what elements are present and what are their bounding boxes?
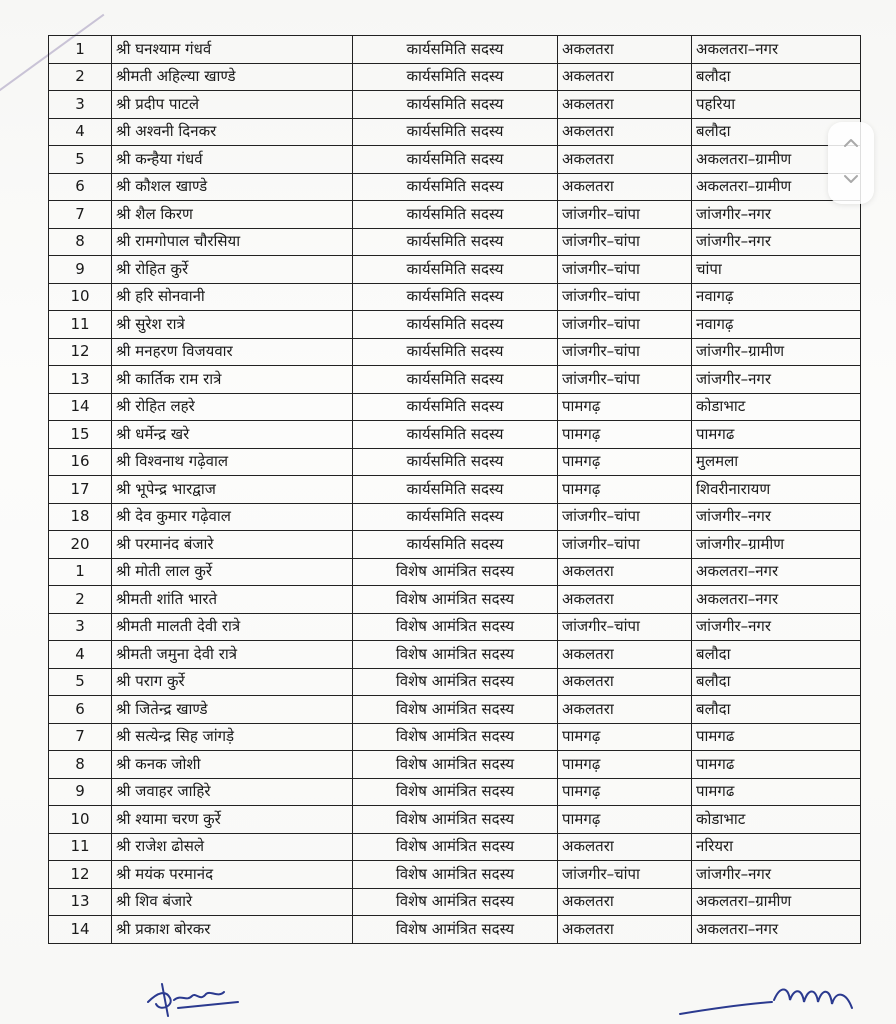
block-cell: पामगढ़ — [558, 751, 692, 779]
area-cell: कोडाभाट — [692, 806, 861, 834]
post-cell: कार्यसमिति सदस्य — [353, 338, 558, 366]
handwritten-signature-left — [138, 972, 248, 1022]
serial-number-cell: 14 — [49, 916, 112, 944]
post-cell: कार्यसमिति सदस्य — [353, 36, 558, 64]
member-name-cell: श्री रोहित कुर्रे — [112, 256, 353, 284]
table-row — [49, 613, 861, 641]
post-cell: कार्यसमिति सदस्य — [353, 118, 558, 146]
page-scroll-control — [828, 122, 874, 204]
serial-number-cell: 6 — [49, 696, 112, 724]
block-cell: पामगढ़ — [558, 778, 692, 806]
table-row — [49, 833, 861, 861]
post-cell: विशेष आमंत्रित सदस्य — [353, 668, 558, 696]
post-cell: कार्यसमिति सदस्य — [353, 366, 558, 394]
member-table-body — [49, 36, 861, 944]
block-cell: पामगढ़ — [558, 393, 692, 421]
block-cell: अकलतरा — [558, 173, 692, 201]
post-cell: विशेष आमंत्रित सदस्य — [353, 696, 558, 724]
post-cell: विशेष आमंत्रित सदस्य — [353, 751, 558, 779]
serial-number-cell: 12 — [49, 338, 112, 366]
member-name-cell: श्री अश्वनी दिनकर — [112, 118, 353, 146]
block-cell: जांजगीर–चांपा — [558, 503, 692, 531]
block-cell: अकलतरा — [558, 586, 692, 614]
table-row — [49, 283, 861, 311]
post-cell: कार्यसमिति सदस्य — [353, 173, 558, 201]
member-name-cell: श्री परमानंद बंजारे — [112, 531, 353, 559]
member-name-cell: श्री सत्येन्द्र सिह जांगड़े — [112, 723, 353, 751]
post-cell: कार्यसमिति सदस्य — [353, 201, 558, 229]
member-name-cell: श्री मयंक परमानंद — [112, 861, 353, 889]
serial-number-cell: 20 — [49, 531, 112, 559]
table-row — [49, 668, 861, 696]
block-cell: पामगढ़ — [558, 421, 692, 449]
serial-number-cell: 1 — [49, 558, 112, 586]
serial-number-cell: 3 — [49, 91, 112, 119]
table-row — [49, 311, 861, 339]
member-name-cell: श्री घनश्याम गंधर्व — [112, 36, 353, 64]
serial-number-cell: 2 — [49, 586, 112, 614]
member-name-cell: श्री जितेन्द्र खाण्डे — [112, 696, 353, 724]
member-name-cell: श्री भूपेन्द्र भारद्वाज — [112, 476, 353, 504]
serial-number-cell: 11 — [49, 833, 112, 861]
area-cell: अकलतरा–नगर — [692, 36, 861, 64]
post-cell: विशेष आमंत्रित सदस्य — [353, 861, 558, 889]
member-name-cell: श्री रोहित लहरे — [112, 393, 353, 421]
area-cell: नवागढ़ — [692, 283, 861, 311]
area-cell: पामगढ — [692, 421, 861, 449]
block-cell: अकलतरा — [558, 91, 692, 119]
block-cell: अकलतरा — [558, 641, 692, 669]
serial-number-cell: 13 — [49, 888, 112, 916]
chevron-up-icon[interactable] — [840, 132, 862, 154]
member-name-cell: श्री जवाहर जाहिरे — [112, 778, 353, 806]
post-cell: कार्यसमिति सदस्य — [353, 283, 558, 311]
post-cell: कार्यसमिति सदस्य — [353, 91, 558, 119]
area-cell: जांजगीर–नगर — [692, 861, 861, 889]
table-row — [49, 586, 861, 614]
area-cell: जांजगीर–ग्रामीण — [692, 338, 861, 366]
block-cell: अकलतरा — [558, 63, 692, 91]
serial-number-cell: 18 — [49, 503, 112, 531]
handwritten-signature-right — [676, 978, 866, 1024]
area-cell: जांजगीर–नगर — [692, 228, 861, 256]
post-cell: विशेष आमंत्रित सदस्य — [353, 916, 558, 944]
table-row — [49, 393, 861, 421]
table-row — [49, 723, 861, 751]
table-row — [49, 146, 861, 174]
post-cell: कार्यसमिति सदस्य — [353, 476, 558, 504]
area-cell: जांजगीर–नगर — [692, 613, 861, 641]
table-row — [49, 448, 861, 476]
post-cell: विशेष आमंत्रित सदस्य — [353, 641, 558, 669]
member-name-cell: श्री सुरेश रात्रे — [112, 311, 353, 339]
block-cell: पामगढ़ — [558, 723, 692, 751]
member-name-cell: श्री पराग कुर्रे — [112, 668, 353, 696]
serial-number-cell: 13 — [49, 366, 112, 394]
area-cell: कोडाभाट — [692, 393, 861, 421]
table-row — [49, 256, 861, 284]
block-cell: अकलतरा — [558, 888, 692, 916]
area-cell: नवागढ़ — [692, 311, 861, 339]
block-cell: जांजगीर–चांपा — [558, 531, 692, 559]
area-cell: बलौदा — [692, 118, 861, 146]
block-cell: अकलतरा — [558, 696, 692, 724]
area-cell: बलौदा — [692, 63, 861, 91]
post-cell: कार्यसमिति सदस्य — [353, 311, 558, 339]
post-cell: विशेष आमंत्रित सदस्य — [353, 833, 558, 861]
block-cell: जांजगीर–चांपा — [558, 613, 692, 641]
block-cell: अकलतरा — [558, 668, 692, 696]
block-cell: अकलतरा — [558, 146, 692, 174]
serial-number-cell: 7 — [49, 723, 112, 751]
table-row — [49, 503, 861, 531]
post-cell: कार्यसमिति सदस्य — [353, 421, 558, 449]
member-name-cell: श्री प्रकाश बोरकर — [112, 916, 353, 944]
chevron-down-icon[interactable] — [840, 168, 862, 190]
block-cell: जांजगीर–चांपा — [558, 311, 692, 339]
area-cell: अकलतरा–नगर — [692, 916, 861, 944]
post-cell: विशेष आमंत्रित सदस्य — [353, 586, 558, 614]
table-row — [49, 888, 861, 916]
table-row — [49, 338, 861, 366]
block-cell: पामगढ़ — [558, 806, 692, 834]
table-row — [49, 118, 861, 146]
post-cell: विशेष आमंत्रित सदस्य — [353, 723, 558, 751]
block-cell: जांजगीर–चांपा — [558, 228, 692, 256]
member-name-cell: श्री प्रदीप पाटले — [112, 91, 353, 119]
block-cell: अकलतरा — [558, 558, 692, 586]
post-cell: कार्यसमिति सदस्य — [353, 228, 558, 256]
post-cell: कार्यसमिति सदस्य — [353, 503, 558, 531]
table-row — [49, 558, 861, 586]
serial-number-cell: 15 — [49, 421, 112, 449]
post-cell: कार्यसमिति सदस्य — [353, 63, 558, 91]
table-row — [49, 476, 861, 504]
serial-number-cell: 10 — [49, 283, 112, 311]
area-cell: अकलतरा–नगर — [692, 558, 861, 586]
table-row — [49, 366, 861, 394]
block-cell: अकलतरा — [558, 833, 692, 861]
member-name-cell: श्री देव कुमार गढ़ेवाल — [112, 503, 353, 531]
member-name-cell: श्रीमती मालती देवी रात्रे — [112, 613, 353, 641]
serial-number-cell: 5 — [49, 146, 112, 174]
member-list-sheet — [48, 35, 852, 944]
area-cell: बलौदा — [692, 696, 861, 724]
member-name-cell: श्री मोती लाल कुर्रे — [112, 558, 353, 586]
serial-number-cell: 7 — [49, 201, 112, 229]
serial-number-cell: 4 — [49, 641, 112, 669]
member-name-cell: श्री हरि सोनवानी — [112, 283, 353, 311]
member-name-cell: श्रीमती शांति भारते — [112, 586, 353, 614]
area-cell: अकलतरा–ग्रामीण — [692, 888, 861, 916]
block-cell: जांजगीर–चांपा — [558, 256, 692, 284]
post-cell: कार्यसमिति सदस्य — [353, 256, 558, 284]
serial-number-cell: 17 — [49, 476, 112, 504]
block-cell: पामगढ़ — [558, 448, 692, 476]
block-cell: पामगढ़ — [558, 476, 692, 504]
post-cell: कार्यसमिति सदस्य — [353, 146, 558, 174]
post-cell: विशेष आमंत्रित सदस्य — [353, 778, 558, 806]
block-cell: जांजगीर–चांपा — [558, 201, 692, 229]
area-cell: पामगढ — [692, 723, 861, 751]
block-cell: जांजगीर–चांपा — [558, 366, 692, 394]
area-cell: जांजगीर–ग्रामीण — [692, 531, 861, 559]
serial-number-cell: 10 — [49, 806, 112, 834]
post-cell: कार्यसमिति सदस्य — [353, 531, 558, 559]
serial-number-cell: 9 — [49, 778, 112, 806]
member-table — [48, 35, 861, 944]
block-cell: अकलतरा — [558, 36, 692, 64]
member-name-cell: श्री राजेश ढोसले — [112, 833, 353, 861]
table-row — [49, 916, 861, 944]
member-name-cell: श्री कनक जोशी — [112, 751, 353, 779]
block-cell: जांजगीर–चांपा — [558, 861, 692, 889]
member-name-cell: श्री रामगोपाल चौरसिया — [112, 228, 353, 256]
area-cell: बलौदा — [692, 668, 861, 696]
area-cell: बलौदा — [692, 641, 861, 669]
serial-number-cell: 2 — [49, 63, 112, 91]
table-row — [49, 228, 861, 256]
serial-number-cell: 5 — [49, 668, 112, 696]
area-cell: जांजगीर–नगर — [692, 503, 861, 531]
member-name-cell: श्री श्यामा चरण कुर्रे — [112, 806, 353, 834]
area-cell: अकलतरा–ग्रामीण — [692, 173, 861, 201]
post-cell: विशेष आमंत्रित सदस्य — [353, 806, 558, 834]
table-row — [49, 806, 861, 834]
member-name-cell: श्री कौशल खाण्डे — [112, 173, 353, 201]
block-cell: अकलतरा — [558, 118, 692, 146]
table-row — [49, 91, 861, 119]
block-cell: अकलतरा — [558, 916, 692, 944]
member-name-cell: श्री धर्मेन्द्र खरे — [112, 421, 353, 449]
table-row — [49, 641, 861, 669]
member-name-cell: श्री विश्वनाथ गढ़ेवाल — [112, 448, 353, 476]
member-name-cell: श्री मनहरण विजयवार — [112, 338, 353, 366]
table-row — [49, 421, 861, 449]
block-cell: जांजगीर–चांपा — [558, 338, 692, 366]
serial-number-cell: 16 — [49, 448, 112, 476]
post-cell: विशेष आमंत्रित सदस्य — [353, 888, 558, 916]
serial-number-cell: 1 — [49, 36, 112, 64]
post-cell: कार्यसमिति सदस्य — [353, 393, 558, 421]
member-name-cell: श्री कन्हैया गंधर्व — [112, 146, 353, 174]
area-cell: शिवरीनारायण — [692, 476, 861, 504]
member-name-cell: श्रीमती जमुना देवी रात्रे — [112, 641, 353, 669]
member-name-cell: श्री शिव बंजारे — [112, 888, 353, 916]
post-cell: विशेष आमंत्रित सदस्य — [353, 558, 558, 586]
table-row — [49, 778, 861, 806]
member-name-cell: श्रीमती अहिल्या खाण्डे — [112, 63, 353, 91]
post-cell: विशेष आमंत्रित सदस्य — [353, 613, 558, 641]
serial-number-cell: 6 — [49, 173, 112, 201]
block-cell: जांजगीर–चांपा — [558, 283, 692, 311]
serial-number-cell: 14 — [49, 393, 112, 421]
member-name-cell: श्री कार्तिक राम रात्रे — [112, 366, 353, 394]
table-row — [49, 36, 861, 64]
serial-number-cell: 8 — [49, 751, 112, 779]
serial-number-cell: 3 — [49, 613, 112, 641]
table-row — [49, 173, 861, 201]
area-cell: चांपा — [692, 256, 861, 284]
table-row — [49, 63, 861, 91]
table-row — [49, 531, 861, 559]
serial-number-cell: 4 — [49, 118, 112, 146]
area-cell: अकलतरा–नगर — [692, 586, 861, 614]
table-row — [49, 751, 861, 779]
serial-number-cell: 12 — [49, 861, 112, 889]
member-name-cell: श्री शैल किरण — [112, 201, 353, 229]
area-cell: पामगढ — [692, 751, 861, 779]
table-row — [49, 696, 861, 724]
area-cell: मुलमला — [692, 448, 861, 476]
area-cell: पहरिया — [692, 91, 861, 119]
serial-number-cell: 11 — [49, 311, 112, 339]
table-row — [49, 201, 861, 229]
area-cell: जांजगीर–नगर — [692, 201, 861, 229]
area-cell: नरियरा — [692, 833, 861, 861]
table-row — [49, 861, 861, 889]
area-cell: पामगढ — [692, 778, 861, 806]
area-cell: जांजगीर–नगर — [692, 366, 861, 394]
serial-number-cell: 8 — [49, 228, 112, 256]
post-cell: कार्यसमिति सदस्य — [353, 448, 558, 476]
area-cell: अकलतरा–ग्रामीण — [692, 146, 861, 174]
serial-number-cell: 9 — [49, 256, 112, 284]
